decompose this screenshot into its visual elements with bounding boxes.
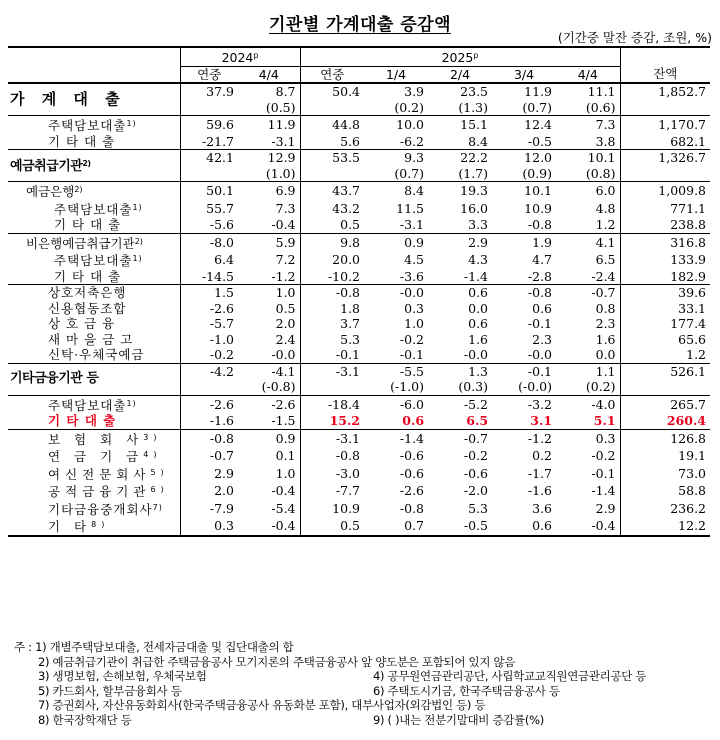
cell-value: 5.3: [340, 331, 361, 347]
row-label: 기 타 대 출: [8, 413, 180, 429]
cell-value: 8.4: [364, 182, 428, 200]
cell-value: 4.8: [595, 200, 616, 216]
cell-value: 42.1: [180, 150, 238, 166]
cell-value: -1.6: [527, 483, 553, 498]
row-label: 보 험 회 사$^{3)}$: [8, 429, 180, 447]
cell-value: 5.3: [468, 500, 489, 516]
table-row: [8, 413, 710, 429]
table-row: [8, 316, 710, 332]
cell-value: 4.3: [468, 252, 489, 267]
cell-value: 43.2: [332, 200, 361, 216]
cell-value: 177.4: [620, 316, 710, 332]
cell-value: -5.6: [209, 217, 234, 232]
cell-value: -7.9: [209, 500, 234, 516]
cell-rate: (0.6): [585, 99, 616, 115]
cell-value: 50.1: [180, 182, 238, 200]
table-row: [8, 363, 710, 379]
cell-value: 65.6: [620, 332, 710, 348]
cell-rate: [300, 100, 364, 116]
table-row: [8, 134, 710, 150]
header-empty: [8, 47, 180, 83]
cell-value: 2.0: [238, 316, 300, 332]
cell-value: 238.8: [620, 217, 710, 233]
row-label: 비은행예금취급기관$^{2)}$: [8, 233, 180, 251]
cell-value: -3.6: [399, 268, 425, 284]
row-label: 신용협동조합: [8, 301, 180, 317]
cell-value: -21.7: [201, 133, 234, 149]
cell-value: -3.0: [335, 465, 361, 481]
cell-value: 182.9: [620, 269, 710, 285]
cell-value: -2.6: [180, 395, 238, 413]
cell-value: -0.1: [527, 316, 553, 331]
footnote-text: 4) 공무원연금관리공단, 사립학교교직원연금관리공단 등: [373, 669, 647, 684]
cell-value: 2.3: [532, 331, 553, 347]
cell-value: -5.5: [364, 363, 428, 379]
row-label: 주택담보대출$^{1)}$: [8, 251, 180, 269]
cell-value: 10.1: [492, 182, 556, 200]
table-row: [8, 332, 710, 348]
cell-value: 5.6: [340, 133, 361, 149]
cell-value: 15.1: [428, 116, 492, 134]
cell-rate: [620, 379, 710, 395]
cell-value: 2.9: [428, 233, 492, 251]
row-label: 상호저축은행: [8, 285, 180, 301]
cell-value: 3.3: [468, 217, 489, 232]
header-year-2025: 2025$^p$: [300, 47, 620, 66]
cell-value: 1.6: [468, 331, 489, 347]
cell-value: 3.6: [532, 500, 553, 516]
cell-value: -1.6: [209, 413, 234, 428]
cell-value: 3.1: [530, 413, 553, 428]
cell-value: -2.0: [463, 483, 489, 498]
cell-value: -0.8: [527, 217, 553, 232]
footnote-text: 주 : 1) 개별주택담보대출, 전세자금대출 및 집단대출의 합: [14, 640, 294, 654]
cell-value: 0.2: [532, 448, 553, 463]
cell-value: -0.0: [463, 347, 489, 362]
cell-value: 37.9: [180, 83, 238, 100]
footnote-line: [8, 713, 713, 728]
cell-value: -0.8: [399, 500, 425, 516]
cell-value: 771.1: [620, 200, 710, 218]
cell-value: 0.6: [428, 285, 492, 301]
cell-value: -0.2: [209, 347, 234, 362]
cell-rate: (1.3): [458, 99, 489, 115]
cell-value: 0.3: [404, 300, 425, 316]
cell-value: 2.9: [595, 500, 616, 516]
cell-value: 8.4: [468, 133, 489, 149]
cell-value: 0.6: [402, 413, 425, 428]
cell-value: -1.2: [238, 269, 300, 285]
cell-value: -3.1: [399, 217, 425, 232]
cell-value: 4.1: [556, 233, 620, 251]
table-row: [8, 233, 710, 251]
cell-value: 9.8: [300, 233, 364, 251]
header-year-2024: 2024$^p$: [180, 47, 300, 66]
cell-value: 22.2: [428, 150, 492, 166]
cell-value: 316.8: [620, 233, 710, 251]
cell-value: 0.5: [238, 301, 300, 317]
cell-value: -1.4: [364, 429, 428, 447]
cell-rate: (0.7): [522, 99, 553, 115]
cell-value: 9.3: [364, 150, 428, 166]
cell-value: 33.1: [620, 301, 710, 317]
cell-value: 1,170.7: [620, 116, 710, 134]
table-row: [8, 269, 710, 285]
row-label: 새 마 을 금 고: [8, 332, 180, 348]
cell-value: 0.6: [532, 300, 553, 316]
footnote-line: [8, 669, 713, 684]
cell-value: -0.2: [399, 331, 425, 347]
cell-value: -1.7: [527, 465, 553, 481]
cell-rate: (1.7): [458, 165, 489, 181]
cell-value: -14.5: [201, 268, 234, 284]
cell-value: 11.5: [396, 200, 425, 216]
cell-value: 526.1: [620, 363, 710, 379]
cell-value: 2.3: [595, 316, 616, 331]
cell-rate: (0.8): [585, 165, 616, 181]
table-row: [8, 285, 710, 301]
cell-value: 11.9: [238, 116, 300, 134]
cell-value: 59.6: [180, 116, 238, 134]
table-row: [8, 251, 710, 269]
footnote-line: [8, 698, 713, 713]
col-header-2: 연중: [320, 66, 345, 82]
cell-value: 44.8: [300, 116, 364, 134]
table-row: [8, 429, 710, 447]
cell-rate: [180, 166, 238, 182]
cell-value: -2.6: [238, 395, 300, 413]
col-header-0: 연중: [197, 66, 222, 82]
cell-value: -0.6: [463, 465, 489, 481]
footnote-line: [8, 684, 713, 699]
cell-value: -0.7: [428, 429, 492, 447]
cell-value: -3.2: [492, 395, 556, 413]
cell-value: 2.9: [214, 465, 234, 481]
loan-table: [8, 46, 710, 537]
cell-value: 1.3: [428, 363, 492, 379]
cell-value: -5.4: [238, 500, 300, 518]
cell-value: 12.0: [492, 150, 556, 166]
cell-value: 7.3: [556, 116, 620, 134]
cell-value: 1,326.7: [620, 150, 710, 166]
cell-value: 1.6: [595, 331, 616, 347]
footnote-text: 5) 카드회사, 할부금융회사 등: [38, 683, 182, 698]
cell-rate: (0.3): [458, 379, 489, 394]
cell-value: 236.2: [620, 500, 710, 518]
row-label: 기 타 대 출: [8, 269, 180, 285]
cell-value: -1.2: [492, 429, 556, 447]
cell-value: 1.1: [556, 363, 620, 379]
cell-value: -0.4: [238, 217, 300, 233]
cell-value: 12.2: [620, 517, 710, 536]
cell-value: 6.5: [595, 252, 616, 267]
cell-value: -0.8: [335, 448, 361, 463]
cell-value: 0.6: [492, 517, 556, 536]
cell-value: 43.7: [300, 182, 364, 200]
table-row: [8, 347, 710, 363]
cell-value: -6.2: [399, 133, 425, 149]
row-label: 예금취급기관$^{2)}$: [8, 150, 180, 182]
cell-value: 73.0: [620, 465, 710, 483]
cell-value: 20.0: [332, 252, 361, 267]
cell-value: 0.0: [468, 300, 489, 316]
col-header-6: 4/4: [577, 66, 598, 82]
cell-value: 2.4: [238, 332, 300, 348]
cell-value: -0.1: [492, 363, 556, 379]
table-row: [8, 395, 710, 413]
cell-rate: (-1.0): [390, 379, 425, 394]
row-label: 주택담보대출$^{1)}$: [8, 395, 180, 413]
cell-value: -0.0: [527, 347, 553, 362]
row-label: 상 호 금 융: [8, 316, 180, 332]
cell-value: 7.3: [238, 200, 300, 218]
cell-value: -4.2: [180, 363, 238, 379]
cell-value: -0.4: [556, 517, 620, 536]
footnote-text: 2) 예금취급기관이 취급한 주택금융공사 모기지론의 주택금융공사 앞 양도분은 포함되어 있지 않음: [38, 654, 516, 669]
cell-value: -0.6: [399, 465, 425, 481]
cell-value: -2.4: [591, 268, 616, 284]
cell-value: -4.1: [238, 363, 300, 379]
table-row: [8, 150, 710, 166]
cell-value: 0.1: [238, 447, 300, 465]
cell-value: -0.7: [556, 285, 620, 301]
cell-value: -0.8: [300, 285, 364, 301]
cell-value: 3.7: [340, 316, 361, 331]
cell-rate: (-0.8): [238, 379, 300, 395]
row-label: 기타금융기관 등: [8, 363, 180, 395]
cell-value: 3.8: [595, 133, 616, 149]
col-header-4: 2/4: [449, 66, 471, 82]
row-label: 기타금융중개회사$^{7)}$: [8, 500, 180, 518]
footnote-text: 3) 생명보험, 손해보험, 우체국보험: [38, 669, 207, 684]
cell-value: 1.0: [238, 285, 300, 301]
cell-value: 39.6: [620, 285, 710, 301]
cell-value: -8.0: [180, 233, 238, 251]
cell-value: -0.8: [492, 285, 556, 301]
footnote-text: 9) ( )내는 전분기말대비 증감률(%): [373, 712, 544, 727]
cell-value: 1.0: [404, 316, 425, 331]
cell-value: 0.0: [595, 347, 616, 362]
row-label: 기 타 대 출: [8, 134, 180, 150]
page-title: 기관별 가계대출 증감액: [268, 15, 452, 35]
cell-value: 1.9: [492, 233, 556, 251]
cell-value: 0.5: [300, 517, 364, 536]
cell-value: 0.9: [238, 429, 300, 447]
cell-value: 260.4: [620, 413, 710, 429]
cell-value: 50.4: [300, 83, 364, 100]
table-row: [8, 116, 710, 134]
cell-value: -10.2: [327, 268, 361, 284]
cell-value: 55.7: [206, 200, 234, 216]
table-row: [8, 200, 710, 218]
cell-value: 53.5: [300, 150, 364, 166]
cell-value: 0.8: [595, 300, 616, 316]
cell-value: -2.8: [527, 268, 553, 284]
table-row: [8, 301, 710, 317]
cell-value: 5.9: [238, 233, 300, 251]
cell-rate: [620, 100, 710, 116]
cell-value: -0.2: [463, 448, 489, 463]
footnote-line: [8, 655, 713, 670]
cell-value: -3.1: [300, 429, 364, 447]
cell-value: 0.6: [468, 316, 489, 331]
table-row: [8, 217, 710, 233]
cell-value: 1,009.8: [620, 182, 710, 200]
cell-value: -0.0: [238, 347, 300, 363]
cell-value: -0.4: [238, 517, 300, 536]
cell-value: -1.5: [238, 413, 300, 429]
row-label: 기 타 대 출: [8, 217, 180, 233]
cell-value: 4.7: [532, 252, 553, 267]
row-label: 예금은행$^{2)}$: [8, 182, 180, 200]
cell-value: 126.8: [620, 429, 710, 447]
cell-value: 1.8: [340, 300, 361, 316]
row-label: 연 금 기 금$^{4)}$: [8, 447, 180, 465]
cell-value: -0.0: [364, 285, 428, 301]
cell-value: 4.5: [404, 252, 425, 267]
cell-value: -2.6: [209, 300, 234, 316]
cell-value: 16.0: [460, 200, 489, 216]
cell-value: 0.5: [340, 217, 361, 232]
row-label: 주택담보대출$^{1)}$: [8, 116, 180, 134]
row-label: 신탁·우체국예금: [8, 347, 180, 363]
footnotes: [8, 640, 713, 728]
cell-value: -0.2: [591, 448, 616, 463]
cell-value: 15.2: [329, 413, 361, 428]
cell-value: 10.9: [332, 500, 361, 516]
cell-value: 58.8: [620, 482, 710, 500]
col-header-5: 3/4: [513, 66, 535, 82]
cell-value: -0.1: [591, 465, 616, 481]
header-empty-right: [620, 47, 710, 66]
cell-value: -5.7: [209, 316, 234, 331]
cell-value: 0.9: [364, 233, 428, 251]
cell-value: -7.7: [335, 483, 361, 498]
header-row-years: [8, 47, 710, 66]
row-label: 공적금융기관$^{6)}$: [8, 482, 180, 500]
cell-rate: (1.0): [238, 166, 300, 182]
cell-value: -18.4: [300, 395, 364, 413]
row-label: 여신전문회사$^{5)}$: [8, 465, 180, 483]
cell-rate: (0.2): [394, 99, 425, 115]
table-row: [8, 482, 710, 500]
cell-value: 8.7: [238, 83, 300, 100]
cell-value: -0.7: [209, 448, 234, 463]
col-header-1: 4/4: [238, 66, 300, 83]
cell-value: 265.7: [620, 395, 710, 413]
cell-value: 0.3: [556, 429, 620, 447]
cell-value: -0.8: [180, 429, 238, 447]
cell-rate: (-0.0): [518, 379, 553, 394]
cell-value: 6.5: [466, 413, 489, 428]
cell-value: -0.6: [399, 448, 425, 463]
col-header-3: 1/4: [385, 66, 407, 82]
unit-label: (기간중 말잔 증감, 조원, %): [557, 30, 712, 45]
cell-rate: [180, 100, 238, 116]
cell-value: -0.5: [428, 517, 492, 536]
table-row: [8, 465, 710, 483]
footnote-line: [8, 640, 713, 655]
cell-value: 3.9: [364, 83, 428, 100]
cell-rate: [300, 166, 364, 182]
cell-value: -4.0: [556, 395, 620, 413]
cell-value: 10.1: [556, 150, 620, 166]
cell-value: 23.5: [428, 83, 492, 100]
cell-value: 12.9: [238, 150, 300, 166]
cell-value: 1.5: [180, 285, 238, 301]
cell-value: 0.3: [180, 517, 238, 536]
row-label: 주택담보대출$^{1)}$: [8, 200, 180, 218]
cell-rate: (0.5): [238, 100, 300, 116]
cell-rate: (0.9): [522, 165, 553, 181]
cell-value: 2.0: [214, 483, 234, 498]
cell-value: 5.1: [593, 413, 616, 428]
cell-value: -0.5: [527, 133, 553, 149]
cell-value: -6.0: [364, 395, 428, 413]
cell-value: 0.7: [364, 517, 428, 536]
cell-value: 10.9: [524, 200, 553, 216]
cell-value: -3.1: [238, 134, 300, 150]
cell-value: -0.1: [399, 347, 425, 362]
table-row: [8, 447, 710, 465]
cell-value: 6.4: [214, 252, 234, 267]
footnote-text: 8) 한국장학재단 등: [38, 712, 132, 727]
cell-value: 1.2: [620, 347, 710, 363]
cell-value: -1.4: [591, 483, 616, 498]
table-row: [8, 500, 710, 518]
cell-value: 19.1: [620, 447, 710, 465]
cell-value: 1.2: [595, 217, 616, 232]
row-label: 가 계 대 출: [8, 83, 180, 116]
cell-value: 12.4: [492, 116, 556, 134]
footnote-text: 7) 증권회사, 자산유동화회사(한국주택금융공사 유동화분 포함), 대부사업자(외감법인 등) 등: [38, 698, 486, 713]
footnote-text: 6) 주택도시기금, 한국주택금융공사 등: [373, 683, 560, 698]
cell-value: -2.6: [399, 483, 425, 498]
cell-rate: (0.7): [394, 165, 425, 181]
cell-rate: (0.2): [585, 379, 616, 394]
cell-rate: [300, 379, 364, 395]
table-row: [8, 517, 710, 536]
cell-rate: [180, 379, 238, 395]
cell-value: -0.4: [238, 482, 300, 500]
cell-value: 133.9: [620, 251, 710, 269]
cell-value: 1,852.7: [620, 83, 710, 100]
cell-value: 7.2: [238, 251, 300, 269]
cell-value: 10.0: [364, 116, 428, 134]
cell-value: 19.3: [428, 182, 492, 200]
cell-value: 11.9: [492, 83, 556, 100]
table-row: [8, 182, 710, 200]
cell-value: -1.4: [463, 268, 489, 284]
cell-value: 6.9: [238, 182, 300, 200]
cell-value: 682.1: [620, 134, 710, 150]
cell-rate: [620, 166, 710, 182]
cell-value: -5.2: [428, 395, 492, 413]
col-header-7: 잔액: [620, 66, 710, 83]
cell-value: -1.0: [209, 331, 234, 347]
table-row: [8, 83, 710, 100]
cell-value: 6.0: [556, 182, 620, 200]
cell-value: -0.1: [335, 347, 361, 362]
cell-value: -3.1: [300, 363, 364, 379]
cell-value: 1.0: [238, 465, 300, 483]
cell-value: 11.1: [556, 83, 620, 100]
row-label: 기 타$^{8)}$: [8, 517, 180, 536]
